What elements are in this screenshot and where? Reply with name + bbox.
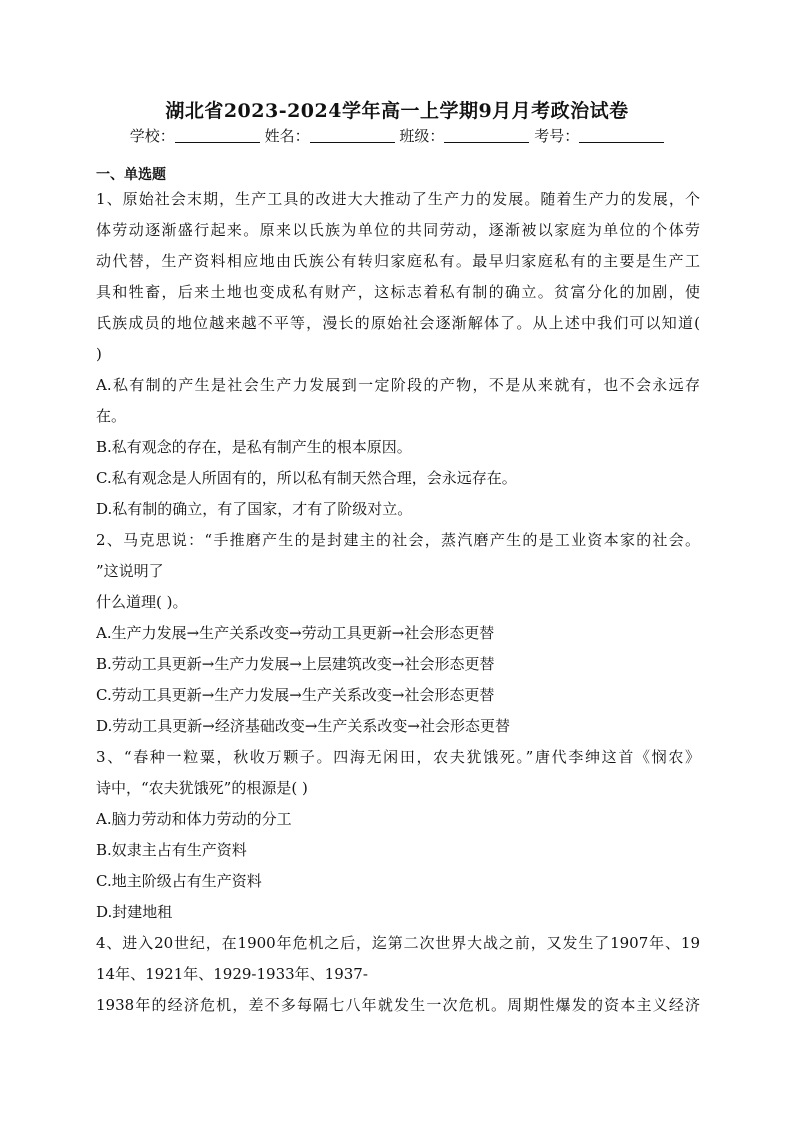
exam-number-blank <box>579 128 664 143</box>
option-line: D.私有制的确立，有了国家，才有了阶级对立。 <box>96 500 413 518</box>
text-line: 动代替，生产资料相应地由氏族公有转归家庭私有。最早归家庭私有的主要是生产工 <box>96 252 700 270</box>
text-line: 14年、1921年、1929-1933年、1937- <box>96 965 368 983</box>
name-blank <box>310 128 395 143</box>
option-line: A.生产力发展→生产关系改变→劳动工具更新→社会形态更替 <box>96 624 495 642</box>
option-line: C.私有观念是人所固有的，所以私有制天然合理，会永远存在。 <box>96 469 517 487</box>
option-line: A.私有制的产生是社会生产力发展到一定阶段的产物，不是从来就有，也不会永远存 <box>96 376 700 394</box>
text-line: 4、进入20世纪，在1900年危机之后，迄第二次世界大战之前，又发生了1907年、19 <box>96 934 700 952</box>
text-line: ”这说明了 <box>96 562 164 580</box>
class-blank <box>444 128 529 143</box>
option-line: 在。 <box>96 407 127 425</box>
text-line: 1、原始社会末期，生产工具的改进大大推动了生产力的发展。随着生产力的发展，个 <box>96 190 700 208</box>
option-line: D.封建地租 <box>96 903 173 921</box>
option-line: B.劳动工具更新→生产力发展→上层建筑改变→社会形态更替 <box>96 655 495 673</box>
option-line: D.劳动工具更新→经济基础改变→生产关系改变→社会形态更替 <box>96 717 510 735</box>
page-title: 湖北省2023-2024学年高一上学期9月月考政治试卷 <box>165 100 629 122</box>
school-label: 学校： <box>129 127 175 145</box>
option-line: C.劳动工具更新→生产力发展→生产关系改变→社会形态更替 <box>96 686 495 704</box>
text-line: 诗中，“农夫犹饿死”的根源是( ) <box>96 779 308 797</box>
class-label: 班级： <box>399 127 445 145</box>
section-heading: 一、单选题 <box>96 167 166 183</box>
name-label: 姓名： <box>264 127 310 145</box>
text-line: 3、“春种一粒粟，秋收万颗子。四海无闲田，农夫犹饿死。”唐代李绅这首《悯农》 <box>96 748 700 766</box>
text-line: 氏族成员的地位越来越不平等，漫长的原始社会逐渐解体了。从上述中我们可以知道( <box>96 314 700 332</box>
student-info-row <box>0 125 794 146</box>
text-line: 什么道理( )。 <box>96 593 188 611</box>
option-line: B.私有观念的存在，是私有制产生的根本原因。 <box>96 438 412 456</box>
option-line: C.地主阶级占有生产资料 <box>96 872 262 890</box>
text-line: 体劳动逐渐盛行起来。原来以氏族为单位的共同劳动，逐渐被以家庭为单位的个体劳 <box>96 221 700 239</box>
question-body <box>96 184 700 1021</box>
option-line: B.奴隶主占有生产资料 <box>96 841 247 859</box>
option-line: A.脑力劳动和体力劳动的分工 <box>96 810 292 828</box>
text-line: ) <box>96 345 102 363</box>
text-line: 1938年的经济危机，差不多每隔七八年就发生一次危机。周期性爆发的资本主义经济 <box>96 996 700 1014</box>
text-line: 2、马克思说：“手推磨产生的是封建主的社会，蒸汽磨产生的是工业资本家的社会。 <box>96 531 700 549</box>
school-blank <box>175 128 260 143</box>
text-line: 具和牲畜，后来土地也变成私有财产，这标志着私有制的确立。贫富分化的加剧，使 <box>96 283 700 301</box>
exam-number-label: 考号： <box>534 127 580 145</box>
